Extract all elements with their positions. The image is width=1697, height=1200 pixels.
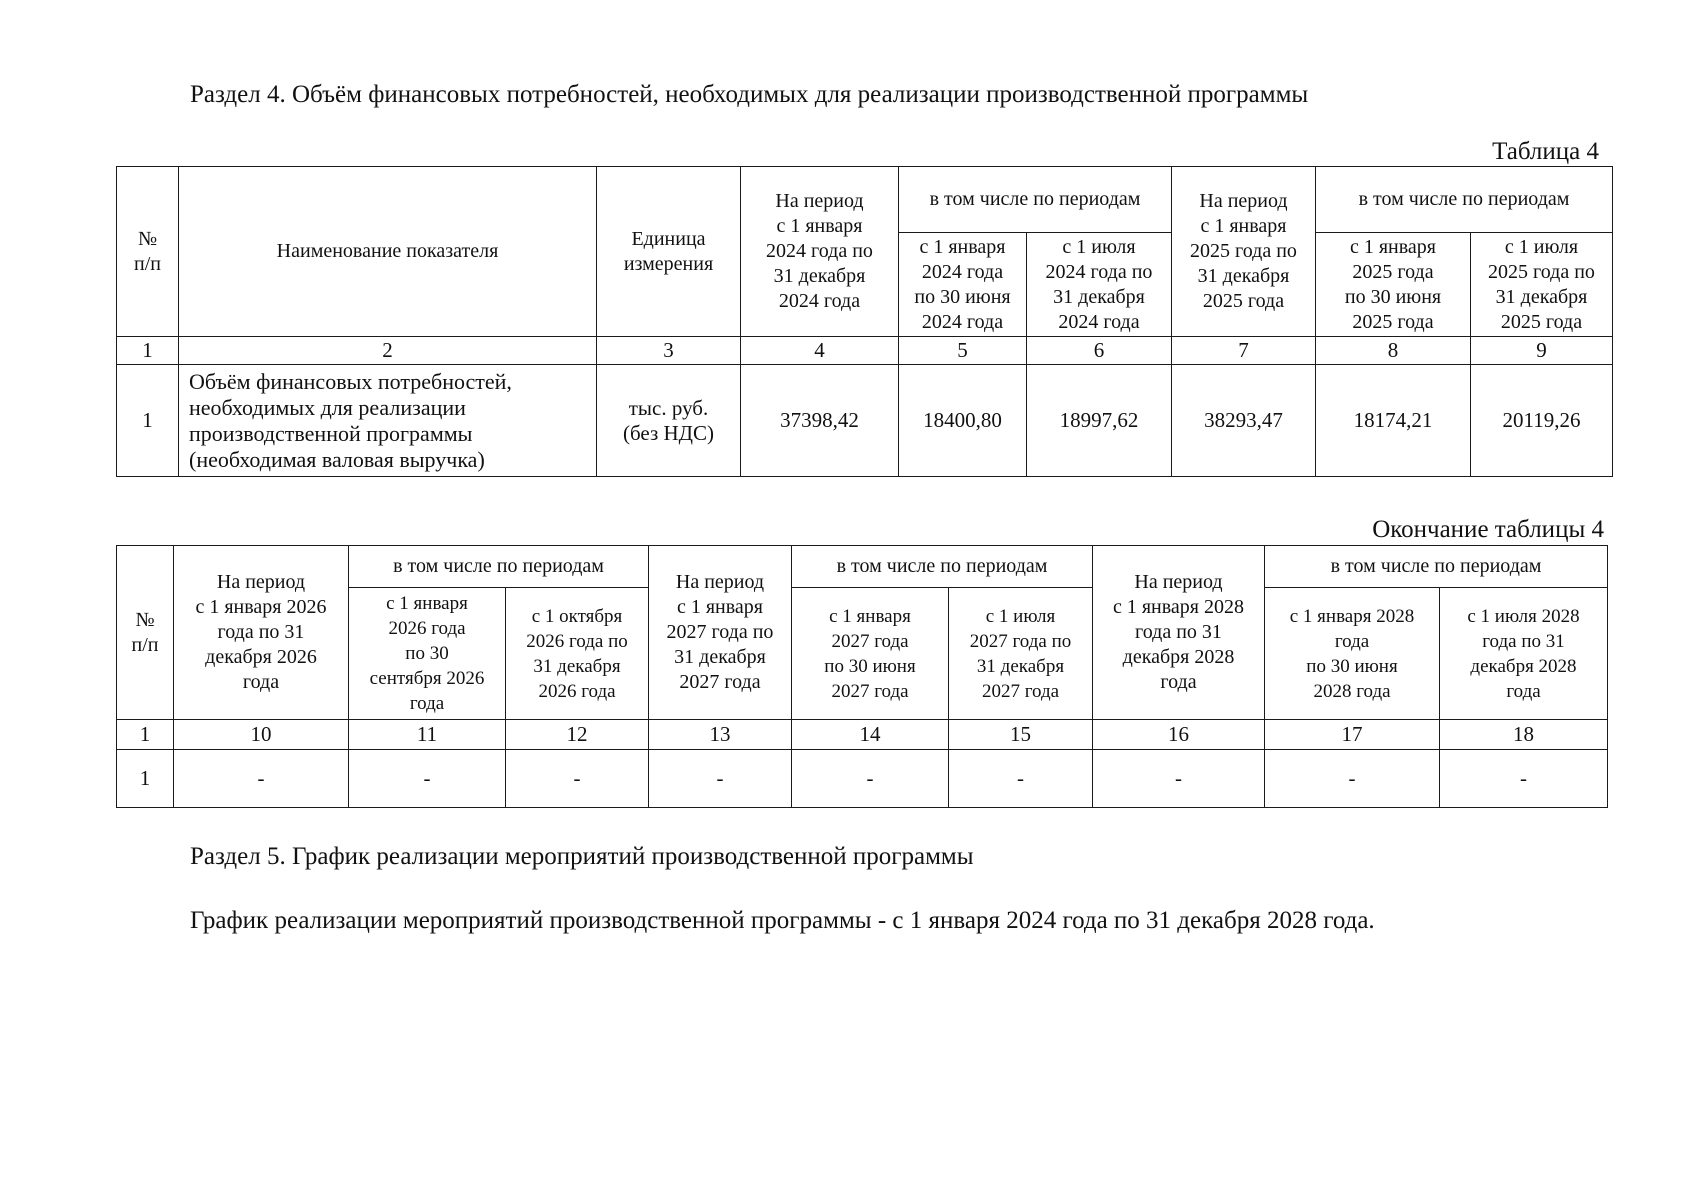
table-4-header-2024-h2: с 1 июля 2024 года по 31 декабря 2024 года <box>1027 233 1172 337</box>
table-4-end-header-num: № п/п <box>117 546 174 720</box>
table-4-row-name: Объём финансовых потребностей, необходимых для реализации производственной программы (необходимая валовая выручка) <box>179 365 597 477</box>
table-4-end-col-number: 1 <box>117 720 174 750</box>
section-5-title: Раздел 5. График реализации мероприятий производственной программы <box>190 843 974 870</box>
table-4-end-value-2027-h1: - <box>792 750 949 808</box>
table-4-col-number: 6 <box>1027 337 1172 365</box>
table-4-value-2024: 37398,42 <box>741 365 899 477</box>
table-4-col-number: 7 <box>1172 337 1316 365</box>
table-4-col-number: 3 <box>597 337 741 365</box>
table-4-col-number: 9 <box>1471 337 1613 365</box>
table-4-col-number: 5 <box>899 337 1027 365</box>
table-4-end-col-number: 16 <box>1093 720 1265 750</box>
table-4-header-period-2024: На период с 1 января 2024 года по 31 декабря 2024 года <box>741 167 899 337</box>
table-4-end-value-2028: - <box>1093 750 1265 808</box>
table-4-end-header-incl-periods-2028: в том числе по периодам <box>1265 546 1608 588</box>
table-4-end-value-2028-h1: - <box>1265 750 1440 808</box>
table-4-col-number: 2 <box>179 337 597 365</box>
table-4-end-header-2028-h1: с 1 января 2028 года по 30 июня 2028 года <box>1265 588 1440 720</box>
table-4-end-col-number: 10 <box>174 720 349 750</box>
table-4-end-col-number: 11 <box>349 720 506 750</box>
table-4-end-value-2026: - <box>174 750 349 808</box>
table-4-end-col-number: 17 <box>1265 720 1440 750</box>
table-4-value-2024-h1: 18400,80 <box>899 365 1027 477</box>
section-4-title: Раздел 4. Объём финансовых потребностей, необходимых для реализации производственной программы <box>190 81 1309 108</box>
table-4-end-header-2026-a: с 1 января 2026 года по 30 сентября 2026 года <box>349 588 506 720</box>
table-4-header-2025-h2: с 1 июля 2025 года по 31 декабря 2025 года <box>1471 233 1613 337</box>
table-4-value-2025-h1: 18174,21 <box>1316 365 1471 477</box>
table-4-header-2025-h1: с 1 января 2025 года по 30 июня 2025 года <box>1316 233 1471 337</box>
table-4-end-header-2028-h2: с 1 июля 2028 года по 31 декабря 2028 года <box>1440 588 1608 720</box>
table-4-value-2025: 38293,47 <box>1172 365 1316 477</box>
table-4-col-number: 8 <box>1316 337 1471 365</box>
table-4-end-value-2026-b: - <box>506 750 649 808</box>
table-4-end-value-2028-h2: - <box>1440 750 1608 808</box>
table-4 <box>116 166 1613 477</box>
table-4-row-unit: тыс. руб. (без НДС) <box>597 365 741 477</box>
table-4-end-header-incl-periods-2027: в том числе по периодам <box>792 546 1093 588</box>
table-4-end-header-2027-h2: с 1 июля 2027 года по 31 декабря 2027 года <box>949 588 1093 720</box>
table-row <box>117 750 1608 808</box>
table-4-end-col-number: 13 <box>649 720 792 750</box>
table-4-header-2024-h1: с 1 января 2024 года по 30 июня 2024 года <box>899 233 1027 337</box>
table-4-end-header-2027-h1: с 1 января 2027 года по 30 июня 2027 года <box>792 588 949 720</box>
table-4-caption: Таблица 4 <box>1492 138 1599 165</box>
table-4-end-col-number: 18 <box>1440 720 1608 750</box>
table-4-end-col-number: 12 <box>506 720 649 750</box>
table-4-col-number: 4 <box>741 337 899 365</box>
table-4-end-header-period-2026: На период с 1 января 2026 года по 31 декабря 2026 года <box>174 546 349 720</box>
table-4-end-header-period-2028: На период с 1 января 2028 года по 31 декабря 2028 года <box>1093 546 1265 720</box>
table-4-end-caption: Окончание таблицы 4 <box>1372 516 1604 543</box>
table-4-row-num: 1 <box>117 365 179 477</box>
table-4-header-num: № п/п <box>117 167 179 337</box>
section-5-text: График реализации мероприятий производственной программы - с 1 января 2024 года по 31 декабря 2028 года. <box>190 907 1375 934</box>
table-4-end-header-incl-periods-2026: в том числе по периодам <box>349 546 649 588</box>
table-4-header-unit: Единица измерения <box>597 167 741 337</box>
table-4-end-value-2027-h2: - <box>949 750 1093 808</box>
table-4-end-header-2026-b: с 1 октября 2026 года по 31 декабря 2026 года <box>506 588 649 720</box>
table-4-header-period-2025: На период с 1 января 2025 года по 31 декабря 2025 года <box>1172 167 1316 337</box>
table-4-end-value-2026-a: - <box>349 750 506 808</box>
table-row <box>117 365 1613 477</box>
table-4-end-col-number: 15 <box>949 720 1093 750</box>
table-4-end <box>116 545 1608 808</box>
table-4-end-value-2027: - <box>649 750 792 808</box>
table-4-header-name: Наименование показателя <box>179 167 597 337</box>
table-4-end-row-num: 1 <box>117 750 174 808</box>
table-4-end-col-number: 14 <box>792 720 949 750</box>
table-4-col-number: 1 <box>117 337 179 365</box>
table-4-header-incl-periods-2025: в том числе по периодам <box>1316 167 1613 233</box>
table-4-value-2024-h2: 18997,62 <box>1027 365 1172 477</box>
table-4-value-2025-h2: 20119,26 <box>1471 365 1613 477</box>
table-4-end-header-period-2027: На период с 1 января 2027 года по 31 декабря 2027 года <box>649 546 792 720</box>
table-4-header-incl-periods-2024: в том числе по периодам <box>899 167 1172 233</box>
